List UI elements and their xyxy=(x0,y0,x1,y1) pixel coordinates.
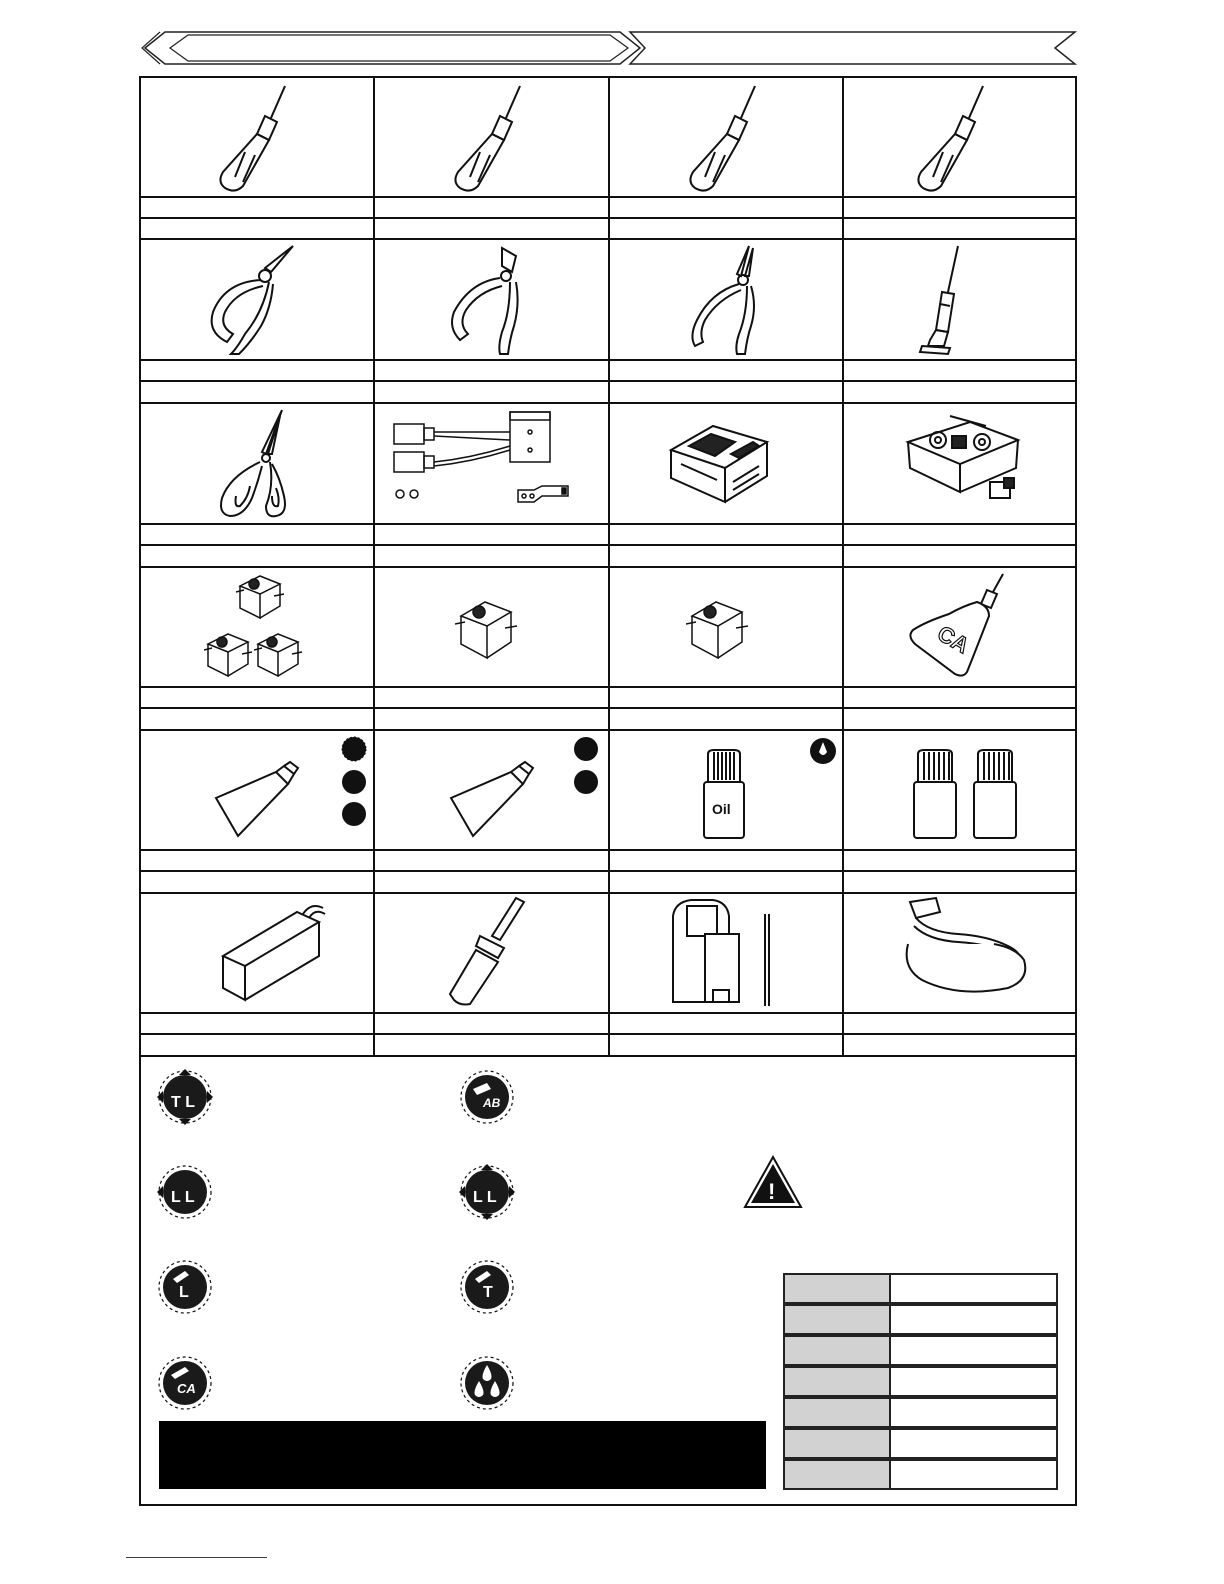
svg-text:L L: L L xyxy=(473,1189,497,1206)
spec-value-cell xyxy=(891,1397,1058,1428)
row-line xyxy=(140,870,1077,872)
svg-text:!: ! xyxy=(768,1179,776,1204)
threadlock-loosen-icon xyxy=(155,1162,215,1222)
spec-value-cell xyxy=(891,1273,1058,1304)
row-line xyxy=(140,686,1077,688)
row-line xyxy=(140,849,1077,851)
receiver-icon xyxy=(665,412,775,512)
servo-icon xyxy=(686,596,756,666)
threadlock-rotate-icon xyxy=(457,1162,517,1222)
spec-label-cell xyxy=(783,1397,891,1428)
apply-l-icon xyxy=(155,1257,215,1317)
row-line xyxy=(140,380,1077,382)
threadlocker-tube-icon xyxy=(210,760,310,840)
oil-bottle-icon xyxy=(700,748,750,840)
row-line xyxy=(140,544,1077,546)
spec-label-cell xyxy=(783,1273,891,1304)
grease-tube-icon xyxy=(445,760,545,840)
long-nose-pliers-icon xyxy=(675,242,775,356)
row-line xyxy=(140,707,1077,709)
spec-label-cell xyxy=(783,1459,891,1490)
row5-badges-2 xyxy=(570,734,602,800)
ca-label: CA xyxy=(933,620,974,659)
transmitter-icon xyxy=(900,412,1030,512)
row5-badges-1 xyxy=(338,734,370,834)
receiver-wiring-icon xyxy=(382,406,582,516)
row-line xyxy=(140,238,1077,240)
servo-icon xyxy=(455,596,525,666)
row-line xyxy=(140,402,1077,404)
glow-starter-icon xyxy=(440,896,540,1008)
screwdriver-3-icon xyxy=(675,82,775,194)
spec-value-cell xyxy=(891,1366,1058,1397)
apply-t-icon xyxy=(457,1257,517,1317)
paint-bottles-icon xyxy=(910,748,1025,840)
row-line xyxy=(140,566,1077,568)
row-line xyxy=(140,217,1077,219)
row-line xyxy=(140,196,1077,198)
svg-text:T: T xyxy=(483,1284,493,1301)
row-line xyxy=(140,359,1077,361)
row-line xyxy=(140,892,1077,894)
side-cutters-icon xyxy=(440,242,540,356)
row-line xyxy=(140,1055,1077,1057)
spec-label-cell xyxy=(783,1335,891,1366)
svg-text:AB: AB xyxy=(483,1096,501,1110)
epoxy-ab-icon xyxy=(457,1067,517,1127)
screwdriver-2-icon xyxy=(440,82,540,194)
warning-icon xyxy=(743,1155,803,1209)
row-line xyxy=(140,729,1077,731)
svg-text:L L: L L xyxy=(171,1189,195,1206)
three-servos-icon xyxy=(200,570,310,684)
row-line xyxy=(140,1033,1077,1035)
scissors-icon xyxy=(210,406,300,520)
svg-text:T L: T L xyxy=(171,1094,195,1111)
svg-text:L: L xyxy=(179,1284,189,1301)
battery-pack-icon xyxy=(215,896,330,1006)
row5-badge-3 xyxy=(806,734,840,768)
oil-drops-icon xyxy=(457,1353,517,1413)
spec-value-cell xyxy=(891,1304,1058,1335)
spec-value-cell xyxy=(891,1428,1058,1459)
spec-value-cell xyxy=(891,1459,1058,1490)
screwdriver-4-icon xyxy=(903,82,1003,194)
header-banner xyxy=(140,28,1080,68)
note-box xyxy=(159,1421,766,1489)
oil-label: Oil xyxy=(712,801,731,817)
apply-ca-icon xyxy=(155,1353,215,1413)
spec-value-cell xyxy=(891,1335,1058,1366)
sanding-block-icon xyxy=(898,896,1033,1006)
ca-glue-bottle-icon xyxy=(905,572,1015,682)
screwdriver-1-icon xyxy=(205,82,305,194)
spec-label-cell xyxy=(783,1304,891,1335)
needle-nose-pliers-icon xyxy=(205,242,305,356)
spec-label-cell xyxy=(783,1366,891,1397)
small-screwdriver-icon xyxy=(910,242,980,356)
row-line xyxy=(140,1012,1077,1014)
footer-link-underline[interactable] xyxy=(126,1557,267,1558)
svg-text:CA: CA xyxy=(177,1381,196,1396)
tighten-loosen-icon xyxy=(155,1067,215,1127)
row-line xyxy=(140,523,1077,525)
spec-label-cell xyxy=(783,1428,891,1459)
charger-stand-icon xyxy=(665,896,785,1008)
